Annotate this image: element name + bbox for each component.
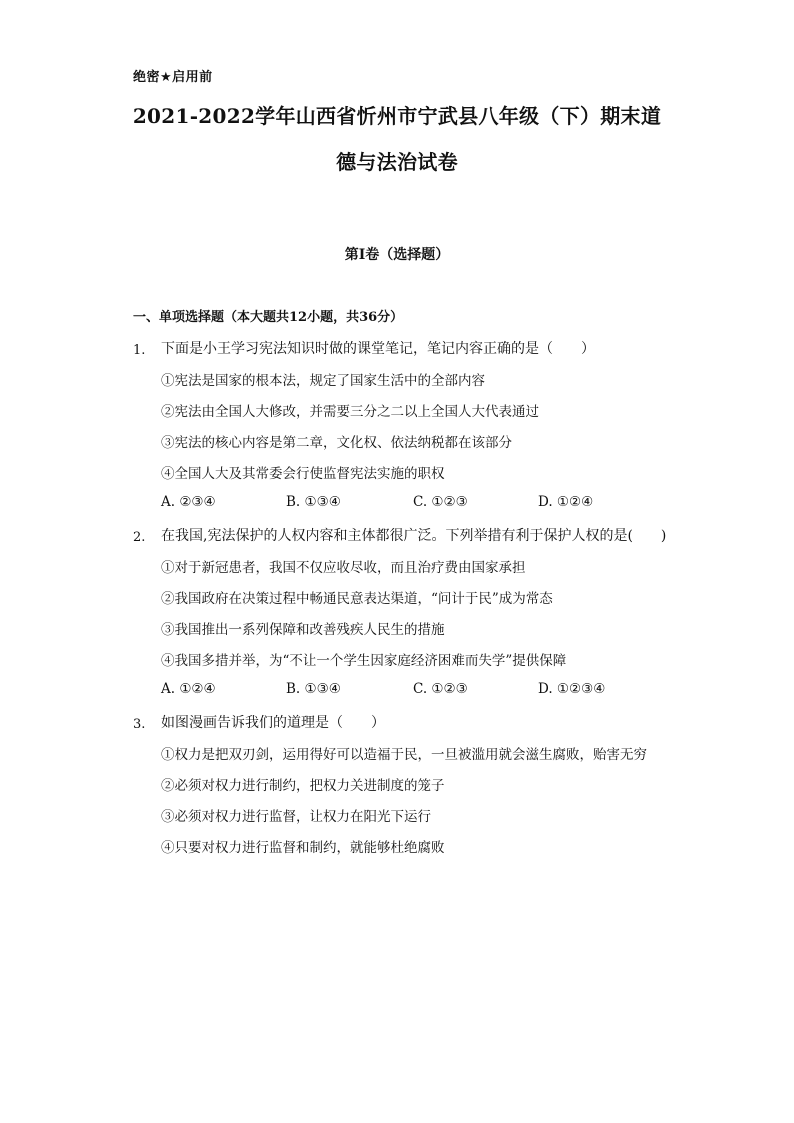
question-3-statement-3: ③必须对权力进行监督，让权力在阳光下运行 — [161, 809, 431, 825]
question-3-statement-2: ②必须对权力进行制约，把权力关进制度的笼子 — [161, 778, 445, 794]
question-1-stem: 下面是小王学习宪法知识时做的课堂笔记，笔记内容正确的是（ ） — [161, 341, 595, 357]
question-1-number: 1. — [133, 343, 146, 358]
question-1-statement-1: ①宪法是国家的根本法，规定了国家生活中的全部内容 — [161, 373, 485, 389]
question-3-number: 3. — [133, 717, 146, 732]
question-1-statement-4: ④全国人大及其常委会行使监督宪法实施的职权 — [161, 466, 445, 482]
question-3-stem: 如图漫画告诉我们的道理是（ ） — [161, 715, 385, 731]
part-heading: 一、单项选择题（本大题共12小题，共36分） — [133, 310, 404, 325]
question-2-option-d: D. ①②③④ — [538, 681, 606, 697]
exam-title-line-1: 2021-2022学年山西省忻州市宁武县八年级（下）期末道 — [132, 104, 662, 128]
exam-title-line-2: 德与法治试卷 — [336, 150, 458, 174]
question-2-option-a: A. ①②④ — [161, 681, 216, 697]
secret-mark: 绝密★启用前 — [133, 70, 213, 85]
question-1-option-c: C. ①②③ — [413, 494, 468, 510]
question-1-statement-2: ②宪法由全国人大修改，并需要三分之二以上全国人大代表通过 — [161, 404, 539, 420]
section-heading: 第I卷（选择题） — [344, 247, 450, 263]
question-2-statement-4: ④我国多措并举，为“不让一个学生因家庭经济困难而失学”提供保障 — [161, 653, 567, 669]
question-2-number: 2. — [133, 530, 146, 545]
question-2-statement-3: ③我国推出一系列保障和改善残疾人民生的措施 — [161, 622, 445, 638]
question-2-statement-1: ①对于新冠患者，我国不仅应收尽收，而且治疗费由国家承担 — [161, 560, 526, 576]
question-2-option-b: B. ①③④ — [286, 681, 341, 697]
question-1-statement-3: ③宪法的核心内容是第二章，文化权、依法纳税都在该部分 — [161, 435, 512, 451]
question-2-statement-2: ②我国政府在决策过程中畅通民意表达渠道，“问计于民”成为常态 — [161, 591, 553, 607]
question-1-option-b: B. ①③④ — [286, 494, 341, 510]
question-1-option-d: D. ①②④ — [538, 494, 594, 510]
question-2-stem: 在我国,宪法保护的人权内容和主体都很广泛。下列举措有利于保护人权的是( ) — [161, 528, 667, 544]
question-2-option-c: C. ①②③ — [413, 681, 468, 697]
question-3-statement-1: ①权力是把双刃剑，运用得好可以造福于民，一旦被滥用就会滋生腐败，贻害无穷 — [161, 747, 647, 763]
question-1-option-a: A. ②③④ — [161, 494, 216, 510]
question-3-statement-4: ④只要对权力进行监督和制约，就能够杜绝腐败 — [161, 840, 445, 856]
